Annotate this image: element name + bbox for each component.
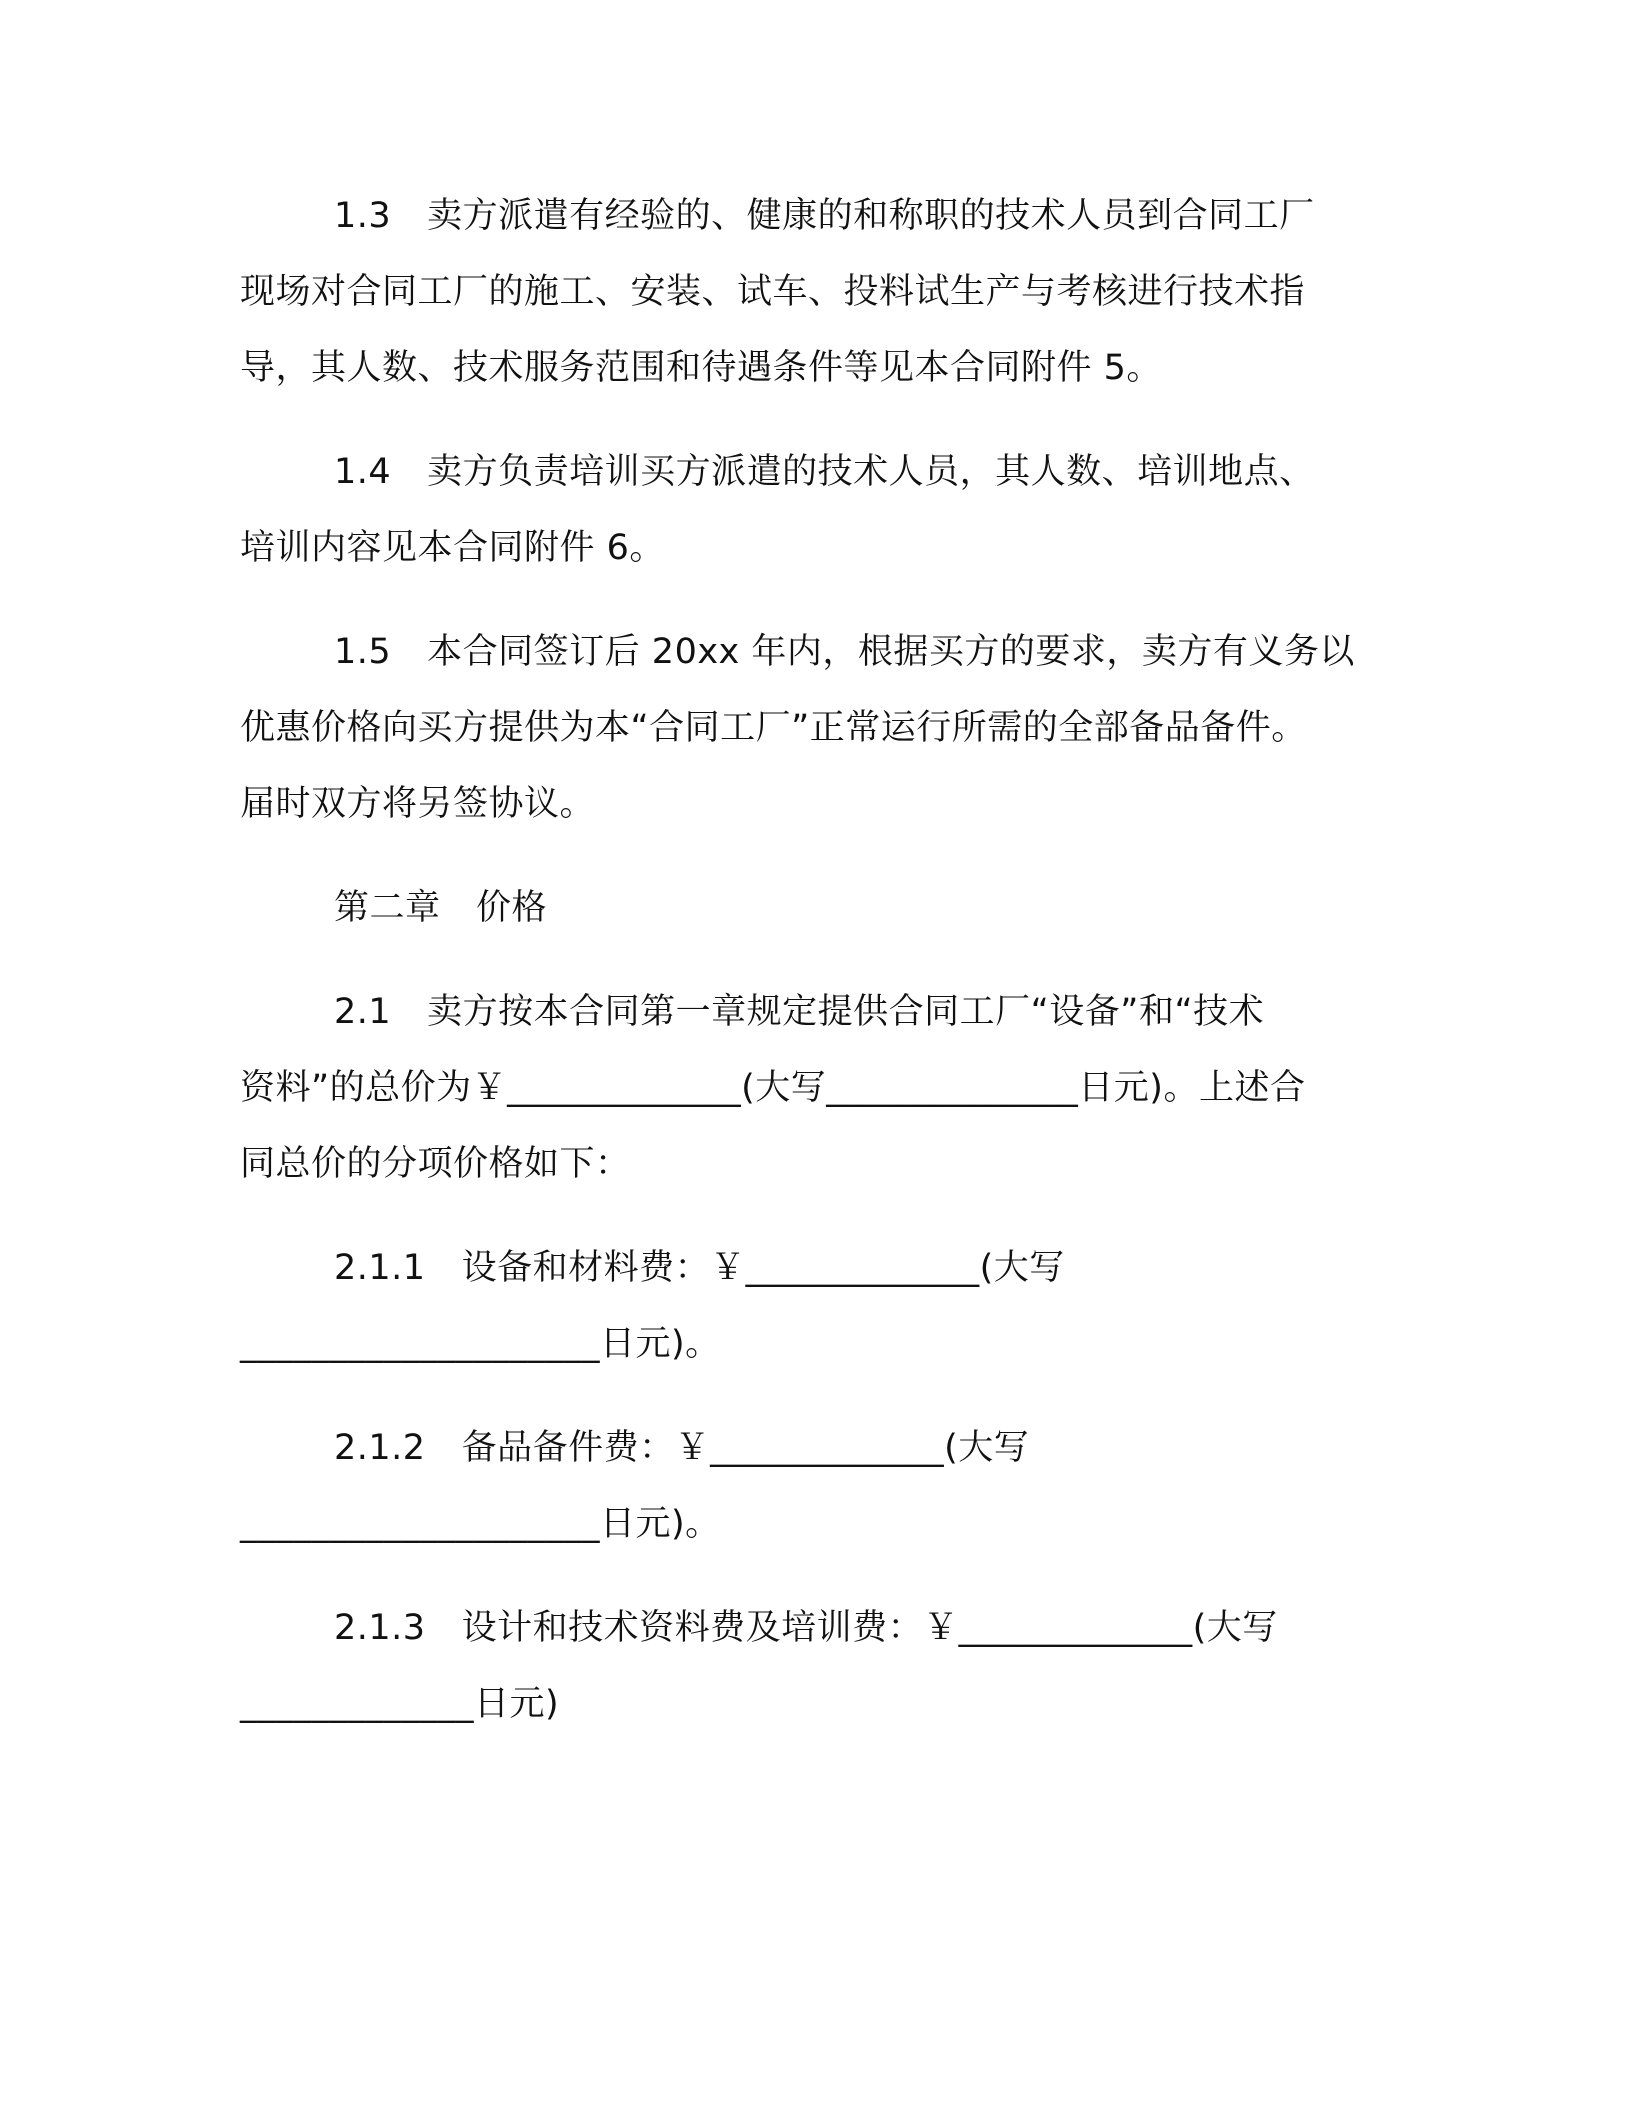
paragraph-1-5-first-line: [334, 628, 1355, 676]
clause-text: 卖方按本合同第一章规定提供合同工厂“设备”和“技术: [427, 992, 1265, 1032]
paragraph-2-1-first-line: [334, 988, 1264, 1036]
clause-number: 2.1.3: [334, 1608, 426, 1648]
paragraph-2-1-2-first-line: [334, 1424, 1029, 1472]
clause-number: 2.1: [334, 992, 392, 1032]
paragraph-1-3-line: 导，其人数、技术服务范围和待遇条件等见本合同附件 5。: [240, 348, 1162, 388]
paragraph-2-1-3-first-line: [334, 1604, 1278, 1652]
paragraph-2-1-2-line: ____________________日元)。: [240, 1504, 721, 1544]
paragraph-1-4-first-line: [334, 448, 1315, 496]
clause-number: 1.5: [334, 632, 392, 672]
paragraph-2-1-3-line: _____________日元): [240, 1684, 560, 1724]
paragraph-1-3-first-line: [334, 192, 1315, 240]
chapter-heading: 第二章 价格: [334, 888, 548, 928]
paragraph-2-1-1-line: ____________________日元)。: [240, 1324, 721, 1364]
clause-text: 设计和技术资料费及培训费：￥_____________(大写: [461, 1608, 1278, 1648]
clause-number: 2.1.2: [334, 1428, 426, 1468]
paragraph-1-4-line: 培训内容见本合同附件 6。: [240, 528, 665, 568]
paragraph-2-1-line: 资料”的总价为￥_____________(大写______________日元)。上述合: [240, 1068, 1306, 1108]
paragraph-1-5-line: 优惠价格向买方提供为本“合同工厂”正常运行所需的全部备品备件。: [240, 708, 1307, 748]
paragraph-1-3-line: 现场对合同工厂的施工、安装、试车、投料试生产与考核进行技术指: [240, 272, 1306, 312]
clause-number: 1.3: [334, 196, 392, 236]
paragraph-1-5-line: 届时双方将另签协议。: [240, 784, 596, 824]
paragraph-2-1-1-first-line: [334, 1244, 1065, 1292]
clause-text: 卖方派遣有经验的、健康的和称职的技术人员到合同工厂: [427, 196, 1315, 236]
clause-text: 本合同签订后 20xx 年内，根据买方的要求，卖方有义务以: [427, 632, 1355, 672]
clause-number: 2.1.1: [334, 1248, 426, 1288]
paragraph-2-1-line: 同总价的分项价格如下：: [240, 1144, 631, 1184]
clause-number: 1.4: [334, 452, 392, 492]
clause-text: 备品备件费：￥_____________(大写: [461, 1428, 1030, 1468]
clause-text: 设备和材料费：￥_____________(大写: [461, 1248, 1065, 1288]
clause-text: 卖方负责培训买方派遣的技术人员，其人数、培训地点、: [427, 452, 1315, 492]
